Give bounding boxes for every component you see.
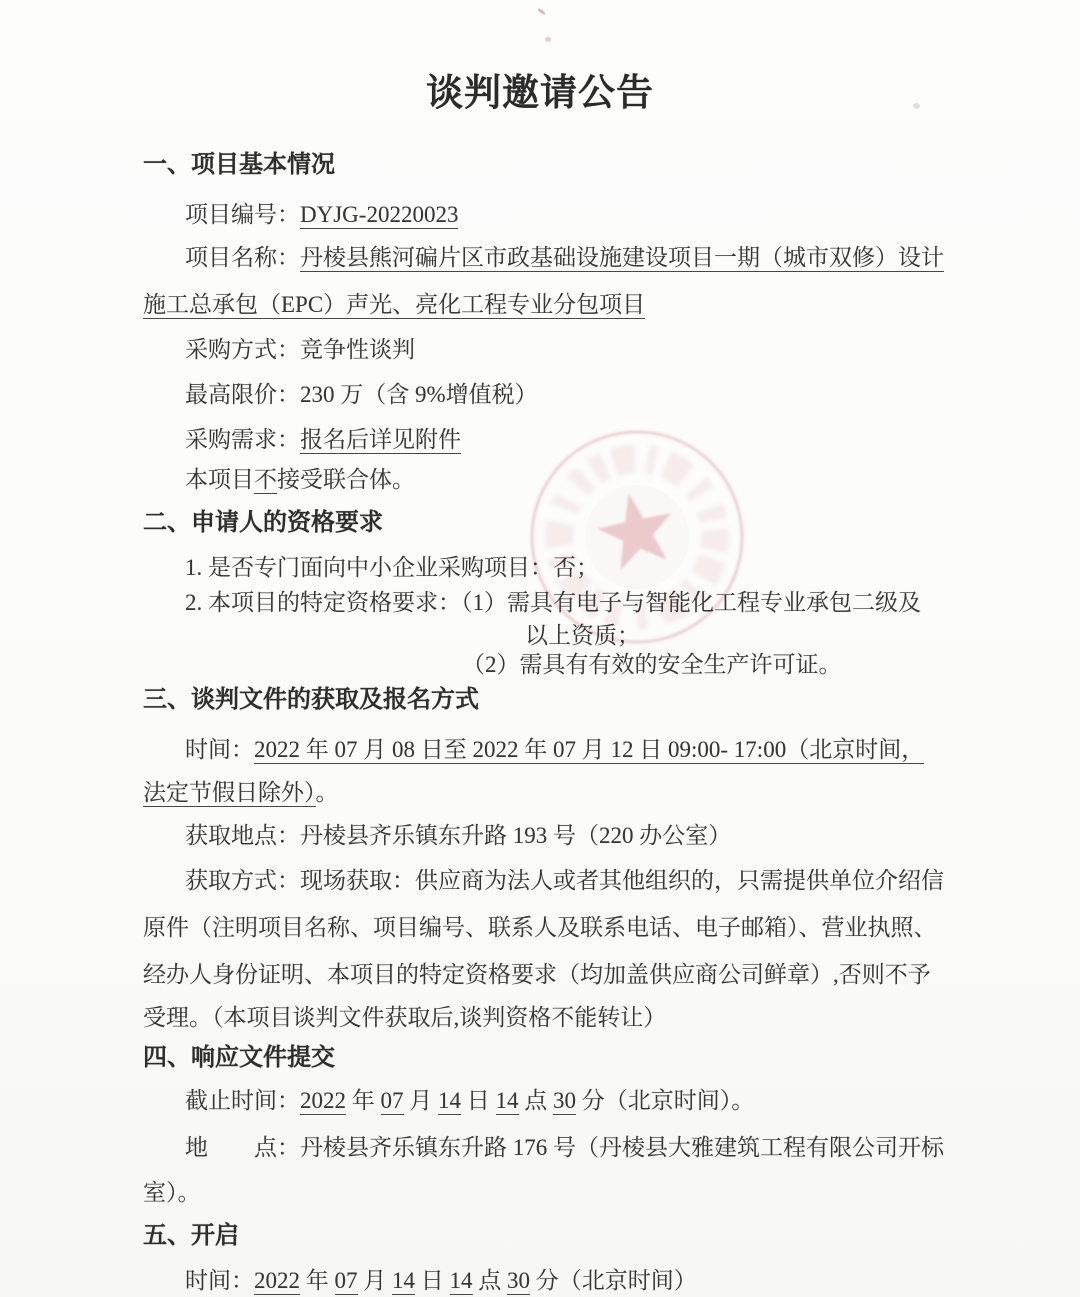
opening-minute: 30 <box>507 1268 530 1293</box>
project-name-label: 项目名称： <box>185 245 300 270</box>
opening-month-unit: 月 <box>357 1268 392 1293</box>
deadline-label: 截止时间： <box>185 1088 300 1113</box>
qualification-item-1: 1. 是否专门面向中小企业采购项目：否； <box>185 555 599 580</box>
obtain-time-line-2 <box>143 778 943 821</box>
obtain-time-value-2: 法定节假日除外） <box>143 780 316 805</box>
deadline-year-unit: 年 <box>346 1088 381 1113</box>
deadline-hour-unit: 点 <box>518 1088 553 1113</box>
obtain-method-line-3: 经办人身份证明、本项目的特定资格要求（均加盖供应商公司鲜章）,否则不予 <box>143 962 931 987</box>
purchase-method-label: 采购方式： <box>185 337 300 362</box>
consortium-suffix: 接受联合体。 <box>277 467 415 492</box>
deadline-day-unit: 日 <box>461 1088 496 1113</box>
opening-time-label: 时间： <box>185 1268 254 1293</box>
obtain-location-label: 获取地点： <box>185 823 300 848</box>
consortium-emphasis: 不 <box>254 467 277 492</box>
project-number-value: DYJG-20220023 <box>300 202 459 227</box>
opening-year: 2022 <box>254 1268 300 1293</box>
opening-month: 07 <box>334 1268 358 1293</box>
purchase-method-value: 竞争性谈判 <box>300 337 415 362</box>
price-cap-value: 230 万（含 9%增值税） <box>300 382 538 407</box>
red-speckle <box>537 8 546 16</box>
obtain-time-tail: 。 <box>315 780 339 805</box>
project-name-line-1 <box>143 243 943 290</box>
opening-hour: 14 <box>449 1268 473 1293</box>
deadline-hour: 14 <box>495 1088 519 1113</box>
deadline-month-unit: 月 <box>403 1088 438 1113</box>
price-cap-label: 最高限价： <box>185 382 300 407</box>
section-1-heading: 一、项目基本情况 <box>143 151 335 178</box>
qualification-item-3: （2）需具有有效的安全生产许可证。 <box>462 652 842 677</box>
opening-time-line <box>143 1266 943 1297</box>
project-number-label: 项目编号： <box>185 202 300 227</box>
opening-tail: 分（北京时间） <box>530 1268 697 1293</box>
obtain-time-line-1 <box>143 735 943 778</box>
deadline-tail: 分（北京时间）。 <box>576 1088 755 1113</box>
section-4-heading: 四、响应文件提交 <box>143 1044 335 1071</box>
document-body <box>143 150 943 1297</box>
obtain-method-line-4: 受理。（本项目谈判文件获取后,谈判资格不能转让） <box>143 1005 667 1030</box>
project-name-line-2 <box>143 290 943 335</box>
opening-day: 14 <box>392 1268 415 1293</box>
deadline-month: 07 <box>380 1088 404 1113</box>
deadline-year: 2022 <box>300 1088 346 1113</box>
deadline-day: 14 <box>438 1088 461 1113</box>
document-title: 谈判邀请公告 <box>426 73 654 114</box>
consortium-prefix: 本项目 <box>185 467 254 492</box>
obtain-method-line-1: 获取方式：现场获取：供应商为法人或者其他组织的，只需提供单位介绍信 <box>185 868 944 893</box>
price-cap-line <box>143 380 943 425</box>
section-5-heading: 五、开启 <box>143 1222 239 1249</box>
submission-deadline-line <box>143 1086 943 1133</box>
deadline-minute: 30 <box>553 1088 576 1113</box>
purchase-demand-line <box>143 425 943 465</box>
submission-place-line-2: 室）。 <box>143 1180 201 1205</box>
opening-year-unit: 年 <box>300 1268 335 1293</box>
qualification-item-2-continuation: 以上资质； <box>525 623 640 648</box>
obtain-location-value: 丹棱县齐乐镇东升路 193 号（220 办公室） <box>300 823 732 848</box>
obtain-location-line <box>143 821 943 866</box>
project-name-value-1: 丹棱县熊河碥片区市政基础设施建设项目一期（城市双修）设计 <box>300 245 944 270</box>
purchase-demand-value: 报名后详见附件 <box>300 427 461 452</box>
purchase-demand-label: 采购需求： <box>185 427 300 452</box>
submission-place-line-1: 地 点：丹棱县齐乐镇东升路 176 号（丹棱县大雅建筑工程有限公司开标 <box>185 1135 944 1160</box>
qualification-item-2: 2. 本项目的特定资格要求：（1）需具有电子与智能化工程专业承包二级及 <box>185 590 921 615</box>
opening-hour-unit: 点 <box>472 1268 507 1293</box>
section-2-heading: 二、申请人的资格要求 <box>143 509 383 536</box>
purchase-method-line <box>143 335 943 380</box>
red-speckle <box>545 37 551 42</box>
opening-day-unit: 日 <box>415 1268 450 1293</box>
project-name-value-2: 施工总承包（EPC）声光、亮化工程专业分包项目 <box>143 292 646 317</box>
obtain-time-label: 时间： <box>185 737 254 762</box>
obtain-time-value-1: 2022 年 07 月 08 日至 2022 年 07 月 12 日 09:00- 17:00（北京时间， <box>254 737 925 762</box>
section-3-heading: 三、谈判文件的获取及报名方式 <box>143 686 479 713</box>
project-number-line <box>143 200 943 243</box>
obtain-method-line-2: 原件（注明项目名称、项目编号、联系人及联系电话、电子邮箱）、营业执照、 <box>143 915 937 940</box>
consortium-line <box>143 465 943 508</box>
